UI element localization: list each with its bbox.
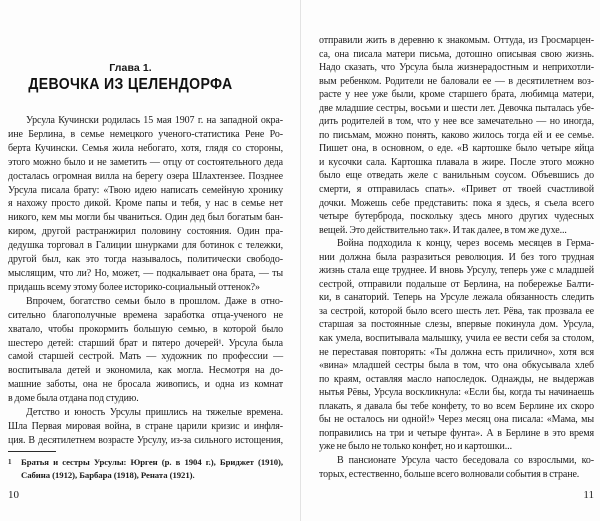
text-line: Детство и юность Урсулы пришлись на тяжелые времена.	[26, 407, 283, 419]
chapter-label: Глава 1.	[109, 62, 152, 74]
footnote-line: Сабина (1912), Барбара (1918), Рената (1921).	[21, 469, 195, 480]
text-line: нии должна была разразиться революция. И без того трудная	[319, 251, 594, 263]
text-line: и кусочки сала. Картошка плавала в жире. После этого можно	[319, 156, 594, 168]
left-page	[8, 0, 283, 521]
text-line: Впрочем, богатство семьи было в прошлом. Даже в отно-	[26, 295, 283, 307]
right-page	[319, 0, 594, 521]
text-line: расте у нее уже были, кроме старшего брата, любимца матери,	[319, 89, 594, 101]
text-line: дедушка торговал в Галиции шнурками для ботинок с тележки,	[8, 240, 283, 252]
text-line: Урсула писала брату: «Твою идею написать семейную хронику	[8, 184, 283, 196]
text-line: никого, кем мы могли бы чваниться. Один дед был богатым бан-	[8, 212, 283, 224]
text-line: вещей. Это действительно так». И так далее, в том же духе...	[319, 224, 567, 236]
text-line: этого можно было и не заметить — отцу от состоятельного деда	[8, 156, 283, 168]
text-line: ки, в санаторий. Теперь на Урсуле лежала обязанность следить	[319, 292, 594, 304]
text-line: шестеро детей: старший брат и пятеро дочерей¹. Урсула была	[8, 337, 283, 349]
text-line: Надо сказать, что Урсула была жизнерадостным и неприхотли-	[319, 62, 594, 74]
text-line: берта Кучински. Семья жила небогато, хотя, глядя со стороны,	[8, 142, 283, 154]
text-line: придашь всему этому более историко-социальный оттенок?»	[8, 281, 260, 293]
text-line: машние заботы, она не бросала живопись, и одна из комнат	[8, 379, 283, 391]
text-line: дочки. Можешь себе представить: пока я здесь, я съела всего	[319, 197, 594, 209]
text-line: две младшие сестры, восьми и шести лет. Девочка пыталась убе-	[319, 102, 594, 114]
text-line: другой был, как это тогда называлось, политически свободо-	[8, 254, 283, 266]
text-line: «вина» младшей сестры была в том, что она обкусывала хлеб	[319, 360, 594, 372]
text-line: Урсула Кучински родилась 15 мая 1907 г. на западной окра-	[26, 115, 283, 126]
text-line: смерти, я отправилась спать». «Привет от твоей счастливой	[319, 184, 594, 196]
text-line: было еще отведать желе с ванильным соусом. Объевшись до	[319, 170, 594, 182]
page-number-right: 11	[583, 489, 594, 501]
text-line: уже не было не только конфет, но и картошки...	[319, 441, 512, 453]
text-line: дить родителей в том, что у нее все замечательно — но иногда,	[319, 116, 594, 128]
footnote-marker: 1	[8, 458, 12, 466]
text-line: Шла Первая мировая война, в стране царили кризис и инфля-	[8, 420, 283, 432]
text-line: по письмам, можно понять, каково жилось тогда ей и ее семье.	[319, 129, 594, 141]
text-line: торых, естественно, больше всего волновали события в стране.	[319, 468, 580, 480]
page-number-left: 10	[8, 489, 19, 501]
text-line: по краям, оставляя масло напоследок. Однажды, не выдержав	[319, 373, 594, 385]
footnote-text	[21, 456, 283, 481]
text-line: жизнь стала еще труднее. И вновь Урсулу, теперь уже с младшей	[319, 265, 594, 277]
text-line: вым ребенком. Родители не баловали ее — в десятилетнем воз-	[319, 75, 594, 87]
left-page-text	[8, 114, 283, 448]
text-line: мыслящим, что ли? Но, может, — подкалывает она брата, — ты	[8, 267, 283, 279]
page-divider	[300, 0, 301, 521]
text-line: поправились на три и четыре фунта». А в Берлине в это время	[319, 427, 594, 439]
text-line: как умела, воспитывала малышку, учила ее вести себя за столом,	[319, 333, 594, 345]
footnote	[8, 456, 283, 481]
chapter-title: ДЕВОЧКА ИЗ ЦЕЛЕНДОРФА	[28, 76, 233, 93]
text-line: бы не осталось ни одной!» Через месяц она писала: «Мама, мы	[319, 414, 594, 426]
text-line: я нахожу просто дикой. Кроме папы и тебя, у нас в семье нет	[8, 198, 283, 210]
text-line: киром, другой растранжирил половину состояния. Один пра-	[8, 226, 283, 238]
text-line: в доме была отдана под студию.	[8, 393, 139, 405]
text-line: Пишет она, в основном, о еде. «В картошке было четыре яйца	[319, 143, 594, 155]
text-line: за сестрой, которой было всего шесть лет. Рёва, так прозвала ее	[319, 305, 594, 317]
footnote-rule	[8, 451, 56, 452]
text-line: сестрой, отправили подальше от Берлина, на побережье Балти-	[319, 278, 594, 290]
text-line: плакать, я давала бы тебе конфету, то во всем Берлине их скоро	[319, 400, 594, 412]
text-line: ция. В десятилетнем возрасте Урсулу, из-за сильного истощения,	[8, 434, 283, 446]
right-page-text	[319, 34, 594, 481]
text-line: воспитывала детей и экономила, как могла. Несмотря на до-	[8, 365, 283, 377]
text-line: не переставая повторять: «Ты должна есть прилично», хотя вся	[319, 346, 594, 358]
text-line: четыре бутерброда, поскольку здесь много других чудесных	[319, 211, 594, 223]
text-line: ине Берлина, в семье немецкого ученого-статистика Рене Ро-	[8, 128, 283, 140]
text-line: сительно благополучные времена заработка отца-ученого не	[8, 309, 283, 321]
text-line: хватало, чтобы прокормить большую семью, в которой было	[8, 323, 283, 335]
text-line: Война подходила к концу, через восемь месяцев в Герма-	[337, 238, 594, 250]
text-line: нытья Рёвы, Урсула воскликнула: «Если бы, когда ты начинаешь	[319, 387, 594, 399]
chapter-heading	[8, 62, 283, 94]
text-line: В пансионате Урсула часто беседовала со взрослыми, ко-	[337, 454, 594, 466]
text-line: самой старшей сестрой. Мать — художник по профессии —	[8, 351, 283, 363]
text-line: досталась огромная вилла на берегу озера Шлахтензее. Позднее	[8, 170, 283, 182]
text-line: отправили жить в деревню к знакомым. Оттуда, из Гросмарцен-	[319, 35, 594, 46]
text-line: старшая за постоянные слезы, впервые покинула дом. Урсула,	[319, 319, 594, 331]
footnote-line: Братья и сестры Урсулы: Юрген (р. в 1904 г.), Бриджет (1910),	[21, 457, 283, 467]
text-line: са, она писала матери письма, дотошно описывая свою жизнь.	[319, 48, 594, 60]
